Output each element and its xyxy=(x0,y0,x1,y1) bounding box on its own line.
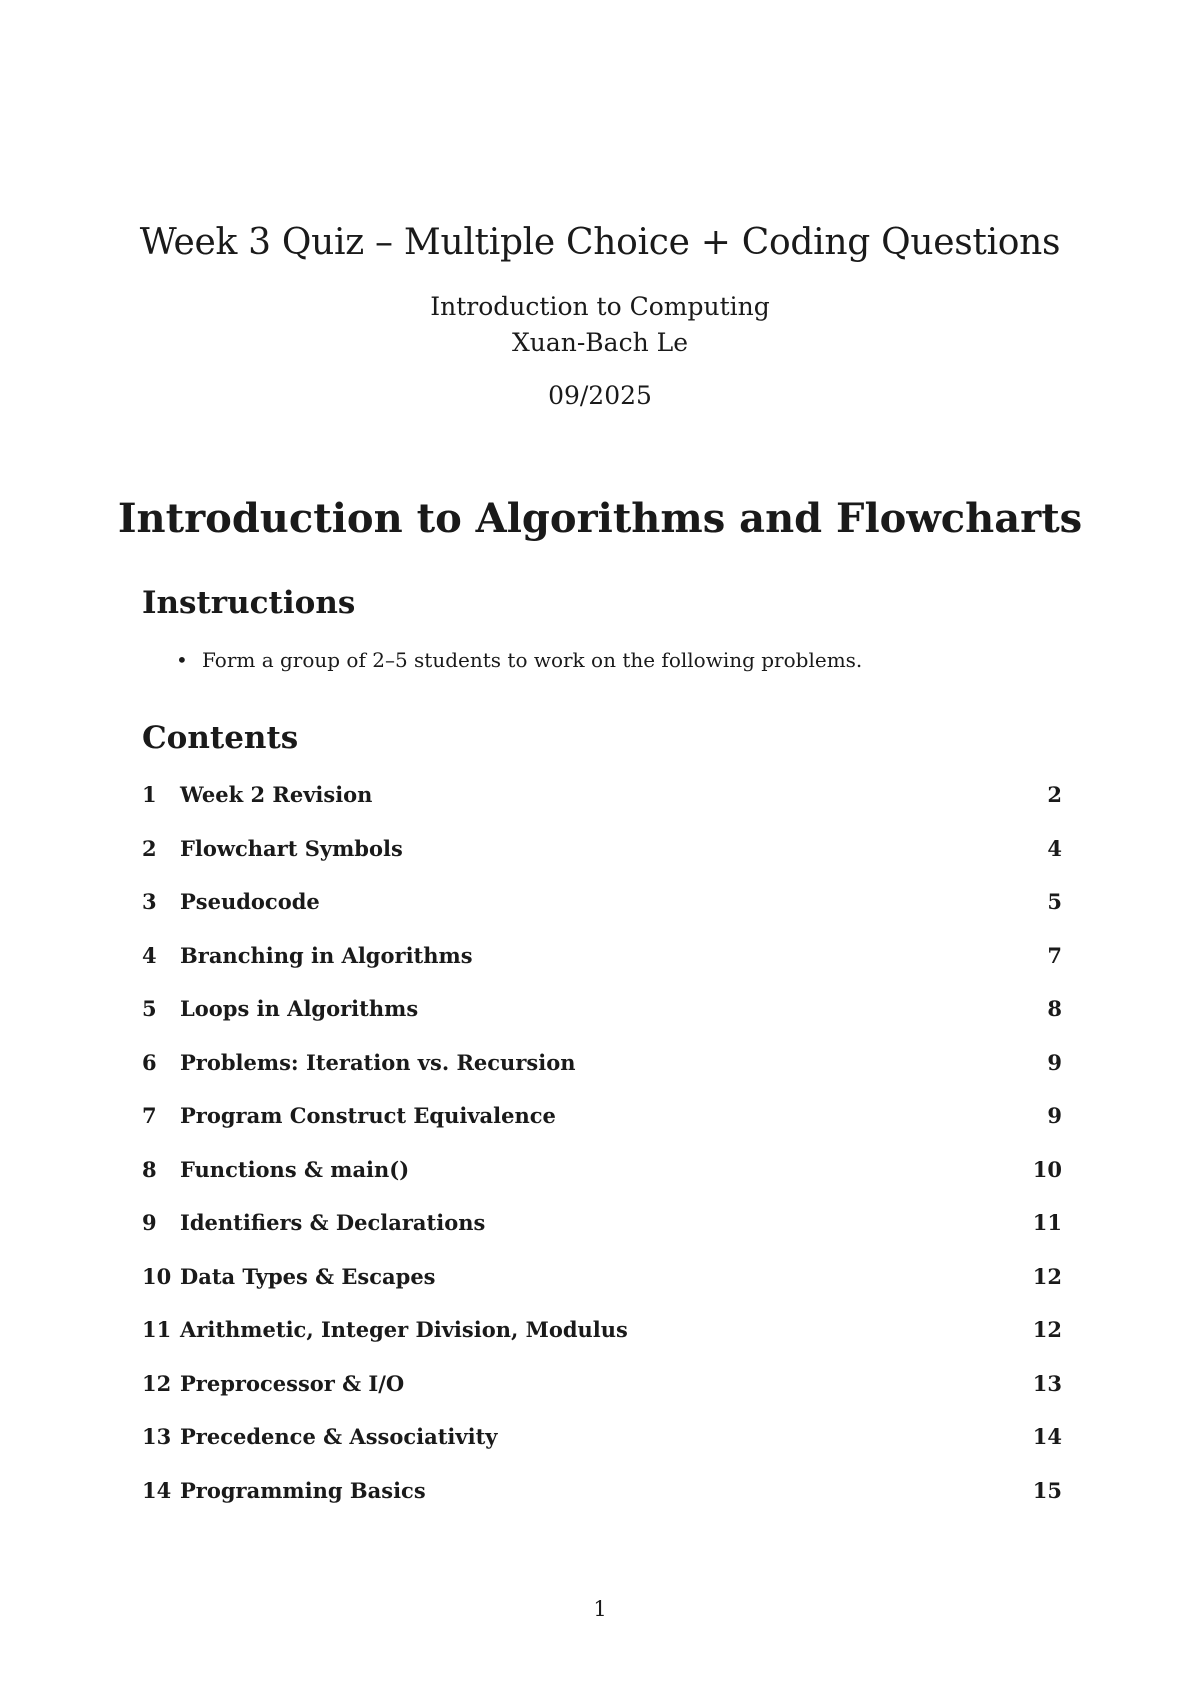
instruction-text: Form a group of 2–5 students to work on the following problems. xyxy=(202,648,863,672)
toc-entry[interactable] xyxy=(142,996,1062,1050)
toc-entry-number: 5 xyxy=(142,996,157,1021)
toc-entry-page[interactable]: 10 xyxy=(1032,1156,1062,1182)
list-item xyxy=(176,648,862,672)
toc-entry[interactable] xyxy=(142,782,1062,836)
toc-entry-page[interactable]: 12 xyxy=(1032,1263,1062,1289)
toc-entry[interactable] xyxy=(142,1050,1062,1104)
toc-entry-number: 13 xyxy=(142,1424,172,1449)
toc-entry[interactable] xyxy=(142,1264,1062,1318)
toc-entry-page[interactable]: 13 xyxy=(1032,1370,1062,1396)
toc-entry-number: 10 xyxy=(142,1263,172,1289)
table-of-contents xyxy=(142,782,1062,1531)
toc-entry-label[interactable]: Problems: Iteration vs. Recursion xyxy=(180,1049,576,1075)
toc-entry-number: 12 xyxy=(142,1370,172,1396)
toc-entry-page[interactable]: 4 xyxy=(1047,835,1062,861)
toc-entry-number: 2 xyxy=(142,835,157,861)
toc-entry[interactable] xyxy=(142,836,1062,890)
toc-entry-label[interactable]: Precedence & Associativity xyxy=(180,1424,498,1449)
toc-entry-number: 14 xyxy=(142,1477,172,1503)
toc-entry-page[interactable]: 12 xyxy=(1032,1317,1062,1342)
main-title: Introduction to Algorithms and Flowcharts xyxy=(117,495,1083,542)
toc-entry-label[interactable]: Flowchart Symbols xyxy=(180,835,403,861)
toc-entry-page[interactable]: 8 xyxy=(1047,996,1062,1021)
toc-entry-page[interactable]: 11 xyxy=(1032,1210,1062,1235)
toc-entry-label[interactable]: Branching in Algorithms xyxy=(180,942,473,968)
toc-entry-label[interactable]: Functions & main() xyxy=(180,1156,410,1182)
toc-entry-page[interactable]: 9 xyxy=(1047,1103,1062,1128)
toc-entry-label[interactable]: Program Construct Equivalence xyxy=(180,1103,556,1128)
toc-entry-number: 4 xyxy=(142,942,157,968)
toc-entry[interactable] xyxy=(142,1157,1062,1211)
toc-entry-label[interactable]: Arithmetic, Integer Division, Modulus xyxy=(180,1317,628,1342)
document-title: Week 3 Quiz – Multiple Choice + Coding Questions xyxy=(139,222,1061,263)
toc-entry-page[interactable]: 2 xyxy=(1047,782,1062,807)
toc-entry-number: 6 xyxy=(142,1049,157,1075)
author-name: Xuan-Bach Le xyxy=(511,328,689,357)
toc-entry-page[interactable]: 7 xyxy=(1047,942,1062,968)
instructions-heading: Instructions xyxy=(142,585,356,621)
toc-entry-number: 1 xyxy=(142,782,157,807)
toc-entry[interactable] xyxy=(142,1317,1062,1371)
toc-entry-label[interactable]: Week 2 Revision xyxy=(180,782,373,807)
toc-entry[interactable] xyxy=(142,1424,1062,1478)
toc-entry[interactable] xyxy=(142,1103,1062,1157)
toc-entry[interactable] xyxy=(142,1371,1062,1425)
toc-entry-label[interactable]: Loops in Algorithms xyxy=(180,996,419,1021)
toc-entry-number: 9 xyxy=(142,1210,157,1235)
page-number: 1 xyxy=(593,1597,607,1621)
document-date: 09/2025 xyxy=(548,381,652,410)
toc-entry-label[interactable]: Pseudocode xyxy=(180,889,320,914)
toc-entry-label[interactable]: Data Types & Escapes xyxy=(180,1263,436,1289)
toc-entry-number: 7 xyxy=(142,1103,157,1128)
toc-entry-page[interactable]: 5 xyxy=(1047,889,1062,914)
toc-entry-label[interactable]: Preprocessor & I/O xyxy=(180,1370,405,1396)
toc-entry-page[interactable]: 14 xyxy=(1032,1424,1062,1449)
toc-entry-number: 8 xyxy=(142,1156,157,1182)
instruction-list xyxy=(176,648,862,672)
toc-entry-label[interactable]: Identifiers & Declarations xyxy=(180,1210,486,1235)
toc-entry-number: 3 xyxy=(142,889,157,914)
toc-entry[interactable] xyxy=(142,943,1062,997)
toc-entry[interactable] xyxy=(142,889,1062,943)
toc-entry[interactable] xyxy=(142,1478,1062,1532)
title-block xyxy=(0,222,1200,410)
toc-entry-page[interactable]: 15 xyxy=(1032,1477,1062,1503)
toc-entry[interactable] xyxy=(142,1210,1062,1264)
toc-entry-page[interactable]: 9 xyxy=(1047,1049,1062,1075)
bullet-icon: • xyxy=(176,648,188,672)
course-name: Introduction to Computing xyxy=(430,292,770,321)
toc-entry-label[interactable]: Programming Basics xyxy=(180,1477,426,1503)
toc-entry-number: 11 xyxy=(142,1317,172,1342)
contents-heading: Contents xyxy=(142,720,299,756)
